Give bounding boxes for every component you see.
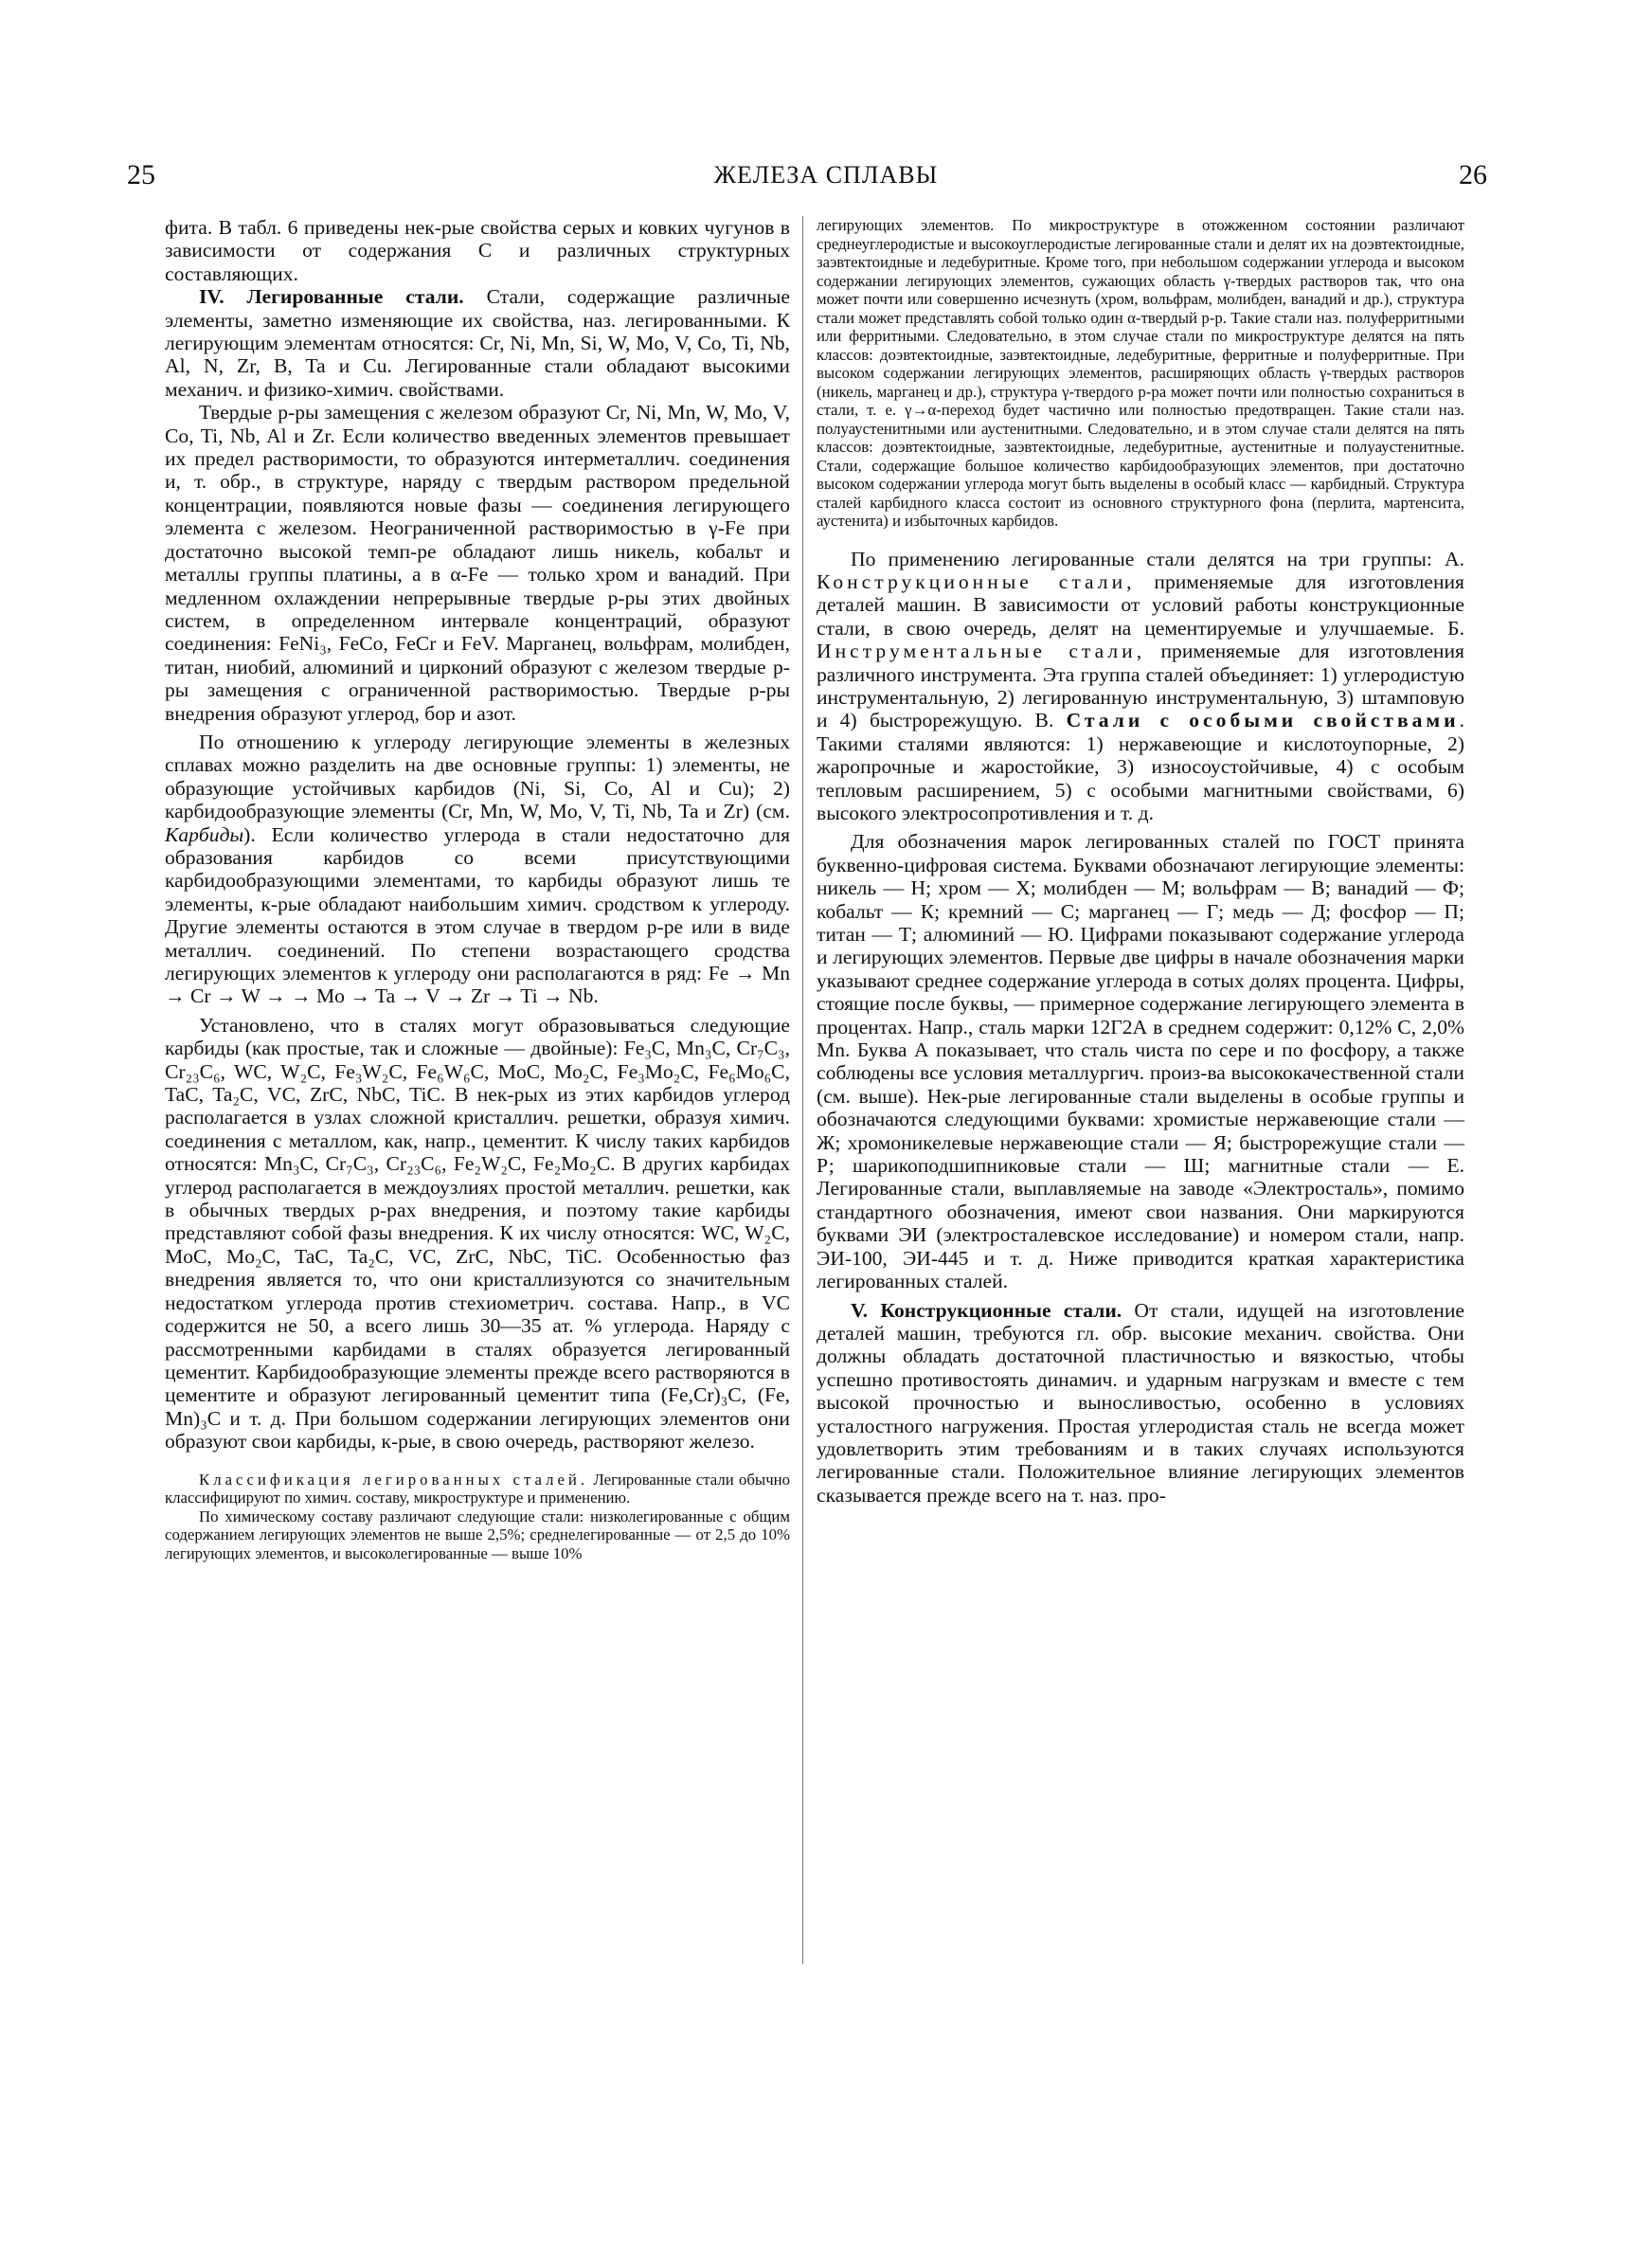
running-header: [0, 159, 1652, 207]
paragraph-text: От стали, идущей на изготовление деталей машин, требуются гл. обр. высокие механич. свойства. Они должны обладать достаточной пластичностью и вязкостью, чтобы успешно противостоять динамич. и ударным нагрузкам и вместе с тем высокой прочностью и выносливостью, особенно в условиях усталостного нагружения. Простая углеродистая сталь не всегда может удовлетворить этим требованиям и в таких случаях используются легированные стали. Положительное влияние легирующих элементов сказывается прежде всего на т. наз. про-: [817, 1298, 1464, 1507]
paragraph-text: По применению легированные стали делятся на три группы: А.: [851, 547, 1464, 570]
paragraph-text: . Такими сталями являются: 1) нержавеющие и кислотоупорные, 2) жаропрочные и жаростойкие, 3) износоустойчивые, 4) с особым тепловым расширением, 5) с особыми магнитными свойствами, 6) высокого электросопротивления и т. д.: [817, 709, 1464, 824]
paragraph-text: Легированные стали обычно классифицируют по химич. составу, микроструктуре и применению.: [165, 1470, 791, 1508]
paragraph: Установлено, что в сталях могут образовываться следующие карбиды (как простые, так и сложные — двойные): Fe₃C, Mn₃C, Cr₇C₃, Cr₂₃C₆, WC, W₂C, Fe₃W₂C, Fe₆W₆C, MoC, Mo₂C, Fe₃Mo₂C, Fe₆Mo₆C, TaC, Ta₂C, VC, ZrC, NbC, TiC. В нек-рых из этих карбидов углерод располагается в узлах сложной кристаллич. решетки, образуя химич. соединения с металлом, как, напр., цементит. К числу таких карбидов относятся: Mn₃C, Cr₇C₃, Cr₂₃C₆, Fe₂W₂C, Fe₂Mo₂C. В других карбидах углерод располагается в междоузлиях простой металлич. решетки, как в обычных твердых р-рах внедрения, и поэтому такие карбиды представляют собой фазы внедрения. К их числу относятся: WC, W₂C, MoC, Mo₂C, TaC, Ta₂C, VC, ZrC, NbC, TiC. Особенностью фаз внедрения является то, что они кристаллизуются со значительным недостатком углерода против стехиометрич. состава. Напр., в VC содержится не 50, а всего лишь 30—35 ат. % углерода. Наряду с рассмотренными карбидами в сталях образуется легированный цементит. Карбидообразующие элементы прежде всего растворяются в цементите и образуют легированный цементит типа (Fe,Cr)₃C, (Fe, Mn)₃C и т. д. При большом содержании легирующих элементов они образуют свои карбиды, к-рые, в свою очередь, растворяют железо.: [165, 1013, 790, 1454]
small-paragraph: легирующих элементов. По микроструктуре в отожженном состоянии различают среднеуглеродистые и высокоуглеродистые легированные стали и делят их на доэвтектоидные, заэвтектоидные и ледебуритные. Кроме того, при небольшом содержании углерода и высоком содержании легирующих элементов, сужающих область γ-твердых растворов так, что она может почти или совершенно исчезнуть (хром, вольфрам, молибден, ванадий и др.), структура стали может представлять собой только один α-твердый р-р. Такие стали наз. полуферритными или ферритными. Следовательно, в этом случае стали по микроструктуре делятся на пять классов: доэвтектоидные, заэвтектоидные, ледебуритные, ферритные и полуферритные. При высоком содержании легирующих элементов, расширяющих область γ-твердых растворов (никель, марганец и др.), структура γ-твердого р-ра может почти или полностью сохраниться в стали, т. е. γ→α-переход будет частично или полностью предотвращен. Такие стали наз. полуаустенитными или аустенитными. Следовательно, и в этом случае стали делятся на пять классов: доэвтектоидные, заэвтектоидные, ледебуритные, аустенитные и полуаустенитные. Стали, содержащие большое количество карбидообразующих элементов, при достаточно высоком содержании углерода могут быть выделены в особый класс — карбидный. Структура сталей карбидного класса состоит из основного структурного фона (перлита, мартенсита, аустенита) и избыточных карбидов.: [817, 216, 1464, 530]
small-paragraph: [165, 1471, 790, 1508]
spaced-term: Стали с особыми свойствами: [1066, 709, 1460, 732]
left-column: [165, 216, 790, 1562]
paragraph-text: ). Если количество углерода в стали недостаточно для образования карбидов со всеми присутствующими карбидообразующими элементами, то карбиды образуют лишь те элементы, к-рые обладают наибольшим химич. сродством к углероду. Другие элементы остаются в этом случае в твердом р-ре или в виде металлич. соединений. По степени возрастающего сродства легирующих элементов к углероду они располагаются в ряд: Fe → Mn → Cr → W → → Mo → Ta → V → Zr → Ti → Nb.: [165, 822, 790, 1008]
subsection-heading: Классификация легированных сталей.: [199, 1470, 589, 1489]
paragraph: фита. В табл. 6 приведены нек-рые свойства серых и ковких чугунов в зависимости от содержания С и различных структурных составляющих.: [165, 216, 790, 285]
paragraph-text: По отношению к углероду легирующие элементы в железных сплавах можно разделить на две основные группы: 1) элементы, не образующие устойчивых карбидов (Ni, Si, Co, Al и Cu); 2) карбидообразующие элементы (Cr, Mn, W, Mo, V, Ti, Nb, Ta и Zr) (см.: [165, 730, 790, 823]
column-divider: [802, 216, 803, 1964]
small-paragraph: По химическому составу различают следующие стали: низколегированные с общим содержанием легирующих элементов не выше 2,5%; среднелегированные — от 2,5 до 10% легирующих элементов, и высоколегированные — выше 10%: [165, 1507, 790, 1562]
paragraph: [817, 1299, 1464, 1508]
paragraph-text: Стали, содержащие различные элементы, заметно изменяющие их свойства, наз. легированными. К легирующим элементам относятся: Cr, Ni, Mn, Si, W, Mo, V, Co, Ti, Nb, Al, N, Zr, B, Ta и Cu. Легированные стали обладают высокими механич. и физико-химич. свойствами.: [165, 285, 790, 401]
page-number-left: 25: [127, 159, 155, 190]
paragraph: [817, 548, 1464, 825]
section-heading: V. Конструкционные стали.: [851, 1298, 1122, 1322]
right-column: [817, 216, 1464, 1507]
paragraph-text: , применяемые для изготовления различного инструмента. Эта группа сталей объединяет: 1) углеродистую инструментальную, 2) легированную инструментальную, 3) штамповую и 4) быстрорежущую. В.: [817, 640, 1464, 732]
paragraph: Для обозначения марок легированных сталей по ГОСТ принята буквенно-цифровая система. Буквами обозначают легирующие элементы: никель — Н; хром — Х; молибден — М; вольфрам — В; ванадий — Ф; кобальт — К; кремний — С; марганец — Г; медь — Д; фосфор — П; титан — Т; алюминий — Ю. Цифрами показывают содержание углерода и легирующих элементов. Первые две цифры в начале обозначения марки указывают среднее содержание углерода в сотых долях процента. Цифры, стоящие после буквы, — примерное содержание легирующего элемента в процентах. Напр., сталь марки 12Г2А в среднем содержит: 0,12% С, 2,0% Mn. Буква А показывает, что сталь чиста по сере и по фосфору, а также соблюдены все условия металлургич. произ-ва высококачественной стали (см. выше). Нек-рые легированные стали выделены в особые группы и обозначаются следующими буквами: хромистые нержавеющие стали — Ж; хромоникелевые нержавеющие стали — Я; быстрорежущие стали — Р; шарикоподшипниковые стали — Ш; магнитные стали — Е. Легированные стали, выплавляемые на заводе «Электросталь», помимо стандартного обозначения, имеют свои названия. Они маркируются буквами ЭИ (электросталевское исследование) и номером стали, напр. ЭИ-100, ЭИ-445 и т. д. Ниже приводится краткая характеристика легированных сталей.: [817, 830, 1464, 1293]
running-title: ЖЕЛЕЗА СПЛАВЫ: [713, 161, 939, 189]
paragraph: [165, 285, 790, 401]
page-number-right: 26: [1459, 159, 1487, 190]
paragraph: Твердые р-ры замещения с железом образуют Cr, Ni, Mn, W, Mo, V, Co, Ti, Nb, Al и Zr. Если количество введенных элементов превышает их предел растворимости, то образуются интерметаллич. соединения и, т. обр., в структуре, наряду с твердым раствором предельной концентрации, появляются новые фазы — соединения легирующего элемента с железом. Неограниченной растворимостью в γ-Fe при достаточно высокой темп-ре обладают лишь никель, кобальт и металлы группы платины, а в α-Fe — только хром и ванадий. При медленном охлаждении непрерывные твердые р-ры этих двойных систем, в определенном интервале концентраций, образуют соединения: FeNi₃, FeCo, FeCr и FeV. Марганец, вольфрам, молибден, титан, ниобий, алюминий и цирконий образуют с железом твердые р-ры замещения с ограниченной растворимостью. Твердые р-ры внедрения образуют углерод, бор и азот.: [165, 401, 790, 725]
cross-reference: Карбиды: [165, 822, 244, 846]
spaced-term: Конструкционные стали: [817, 569, 1127, 593]
section-heading: IV. Легированные стали.: [199, 285, 464, 309]
spaced-term: Инструментальные стали: [817, 640, 1137, 663]
paragraph-text: , применяемые для изготовления деталей машин. В зависимости от условий работы конструкционные стали, в свою очередь, делят на цементируемые и улучшаемые. Б.: [817, 569, 1464, 640]
paragraph: [165, 731, 790, 1008]
